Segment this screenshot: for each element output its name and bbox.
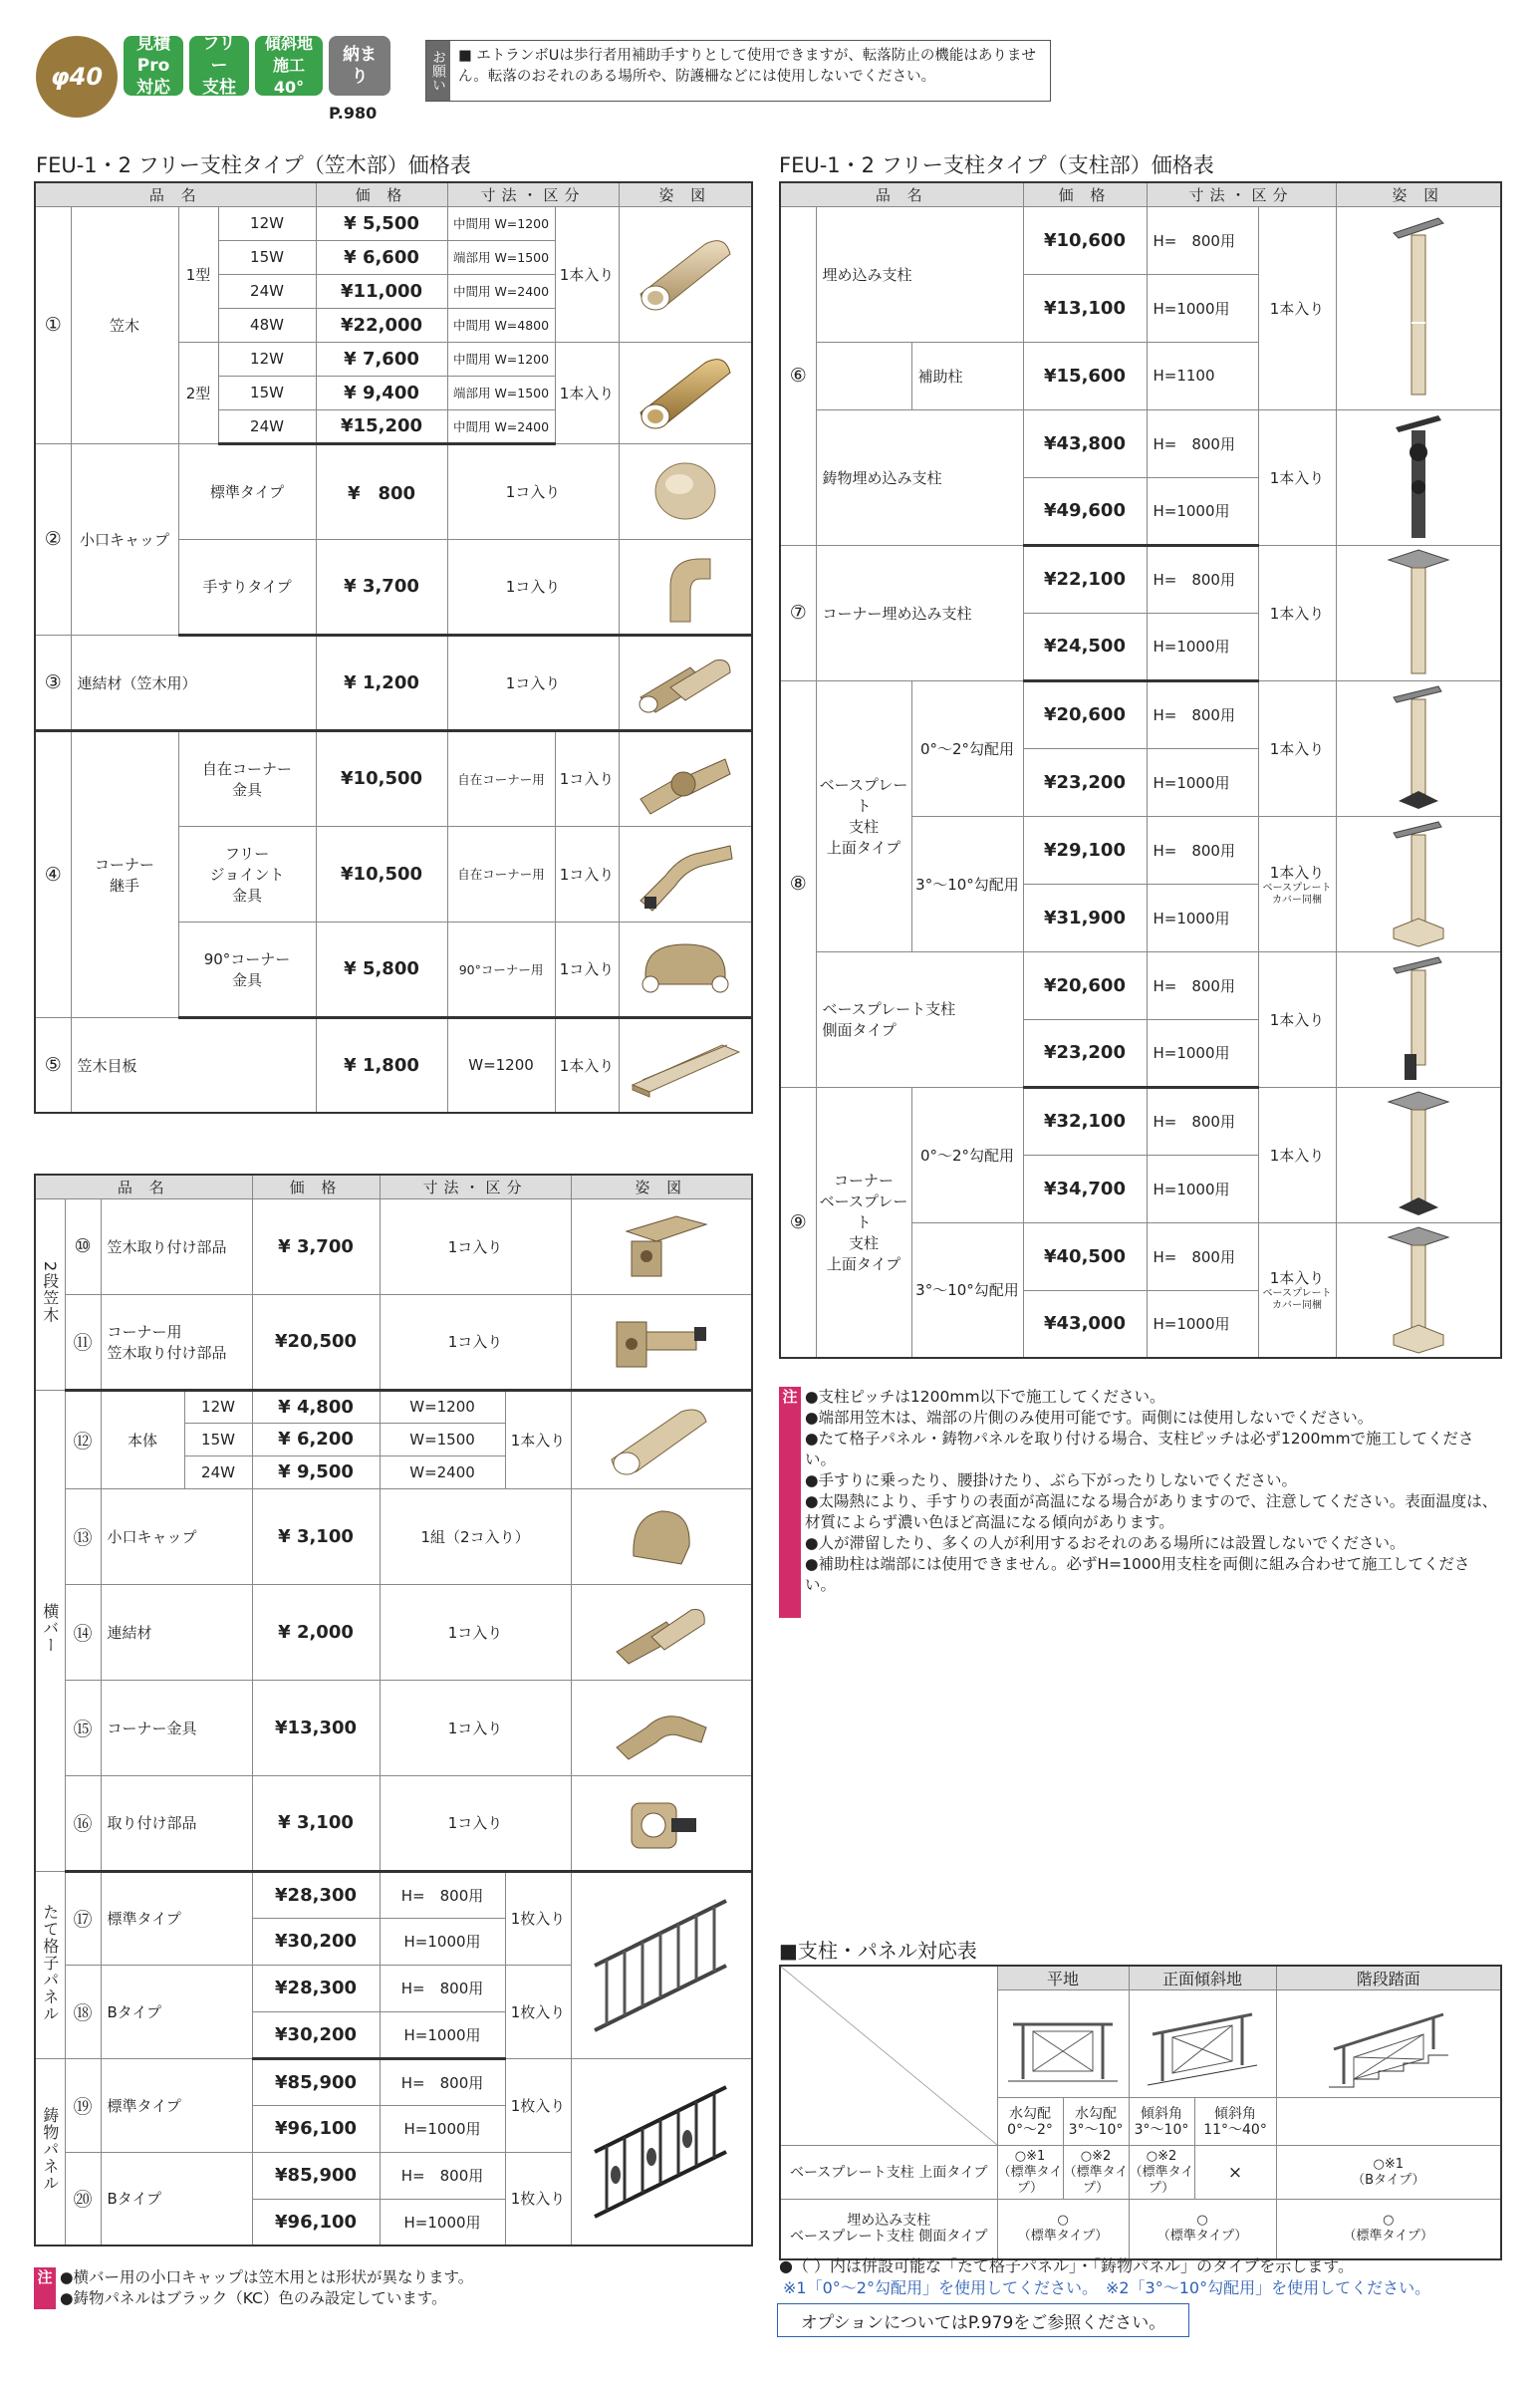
compat-cell: × [1194, 2146, 1276, 2200]
price-cell: ¥40,500 [1023, 1222, 1147, 1290]
item-name: 笠木 [71, 206, 178, 443]
item-no: ⑯ [65, 1775, 101, 1871]
qty-cell: 1コ入り [447, 539, 619, 635]
spec-cell: W=2400 [380, 1455, 505, 1488]
qty-cell: 1本入り [505, 1390, 571, 1488]
size-cell: 48W [218, 308, 316, 342]
variant-label: 標準タイプ [178, 443, 316, 539]
bar-corner-image [571, 1680, 752, 1775]
spec-cell: 中間用 W=1200 [447, 206, 555, 240]
baseplate-side-post-image [1336, 951, 1501, 1087]
group-label [35, 1871, 65, 2058]
item-no: ⑬ [65, 1488, 101, 1584]
baseplate-top-post-image [1336, 680, 1501, 816]
corner-embed-post-image [1336, 545, 1501, 680]
baseplate-top-cover-image [1336, 816, 1501, 951]
item-name: ベースプレート支柱 側面タイプ [816, 951, 1023, 1087]
spec-cell: H= 800用 [1147, 206, 1258, 274]
slope-label: 0°～2°勾配用 [911, 680, 1023, 816]
group-label [35, 1198, 65, 1390]
price-cell: ¥13,100 [1023, 274, 1147, 342]
sub-header: 傾斜角 11°～40° [1194, 2098, 1276, 2146]
item-no: ⑧ [780, 680, 816, 1087]
price-cell: ¥43,000 [1023, 1290, 1147, 1358]
qty-cell [1258, 816, 1336, 951]
item-name: 補助柱 [911, 342, 1023, 409]
group-label-text: 横バー [40, 1603, 60, 1654]
size-cell: 15W [218, 376, 316, 409]
item-no: ⑩ [65, 1198, 101, 1294]
flat-diagram [997, 1990, 1129, 2098]
note-line: ●人が滞留したり、多くの人が利用するおそれのある場所には設置しないでください。 [805, 1534, 1406, 1552]
price-cell: ¥85,900 [252, 2152, 380, 2199]
notice-label: お願い [426, 41, 450, 101]
spec-cell: H=1000用 [1147, 477, 1258, 545]
compat-cell: ○※2 （標準タイプ） [1129, 2146, 1194, 2200]
footnote-2: ※1「0°～2°勾配用」を使用してください。 ※2「3°～10°勾配用」を使用してください。 [783, 2278, 1431, 2297]
price-cell: ¥ 5,800 [316, 922, 447, 1017]
spec-cell: H= 800用 [1147, 1087, 1258, 1155]
spec-cell: W=1200 [380, 1390, 505, 1423]
price-cell: ¥ 3,100 [252, 1488, 380, 1584]
price-cell: ¥49,600 [1023, 477, 1147, 545]
col-header: 価 格 [1023, 182, 1147, 206]
price-cell: ¥ 9,500 [252, 1455, 380, 1488]
col-header: 価 格 [252, 1175, 380, 1198]
slope-diagram [1129, 1990, 1276, 2098]
price-cell: ¥15,600 [1023, 342, 1147, 409]
page-ref[interactable]: P.980 [329, 104, 378, 123]
item-name: 埋め込み支柱 [816, 206, 1023, 342]
note-mark: 注 [34, 2267, 56, 2309]
item-no: ⑪ [65, 1294, 101, 1390]
spec-cell: H=1000用 [1147, 1155, 1258, 1222]
item-name: 標準タイプ [101, 1871, 252, 1965]
item-no: ⑰ [65, 1871, 101, 1965]
col-header: 価 格 [316, 182, 447, 206]
item-no: ⑳ [65, 2152, 101, 2246]
type-label: 2型 [178, 342, 218, 443]
spec-cell: H=1000用 [380, 2011, 505, 2058]
group-label [35, 2058, 65, 2246]
spec-cell: H=1000用 [1147, 613, 1258, 680]
col-header: 寸法・区分 [1147, 182, 1336, 206]
item-no: ③ [35, 635, 71, 730]
price-cell: ¥43,800 [1023, 409, 1147, 477]
slope-label: 3°～10°勾配用 [911, 816, 1023, 951]
slope-label: 3°～10°勾配用 [911, 1222, 1023, 1358]
kasagi-price-table [34, 181, 753, 1114]
footnote-1: ●（ ）内は併設可能な「たて格子パネル」・「鋳物パネル」のタイプを示します。 [779, 2256, 1354, 2275]
qty-cell: 1本入り [1258, 951, 1336, 1087]
item-no: ⑨ [780, 1087, 816, 1358]
price-cell: ¥ 1,200 [316, 635, 447, 730]
item-no: ④ [35, 730, 71, 1017]
spec-cell: H= 800用 [1147, 951, 1258, 1019]
compat-cell: ○ （標準タイプ） [1129, 2200, 1276, 2259]
price-cell: ¥ 5,500 [316, 206, 447, 240]
price-cell: ¥ 4,800 [252, 1390, 380, 1423]
spec-cell: 自在コーナー用 [447, 730, 555, 826]
col-header: 正面傾斜地 [1129, 1966, 1276, 1990]
item-no: ⑤ [35, 1017, 71, 1113]
slope-label: 0°～2°勾配用 [911, 1087, 1023, 1222]
qty-cell: 1枚入り [505, 1965, 571, 2058]
qty-cell: 1枚入り [505, 2152, 571, 2246]
col-header: 品 名 [35, 1175, 252, 1198]
price-cell: ¥34,700 [1023, 1155, 1147, 1222]
item-name: 笠木目板 [71, 1017, 316, 1113]
size-cell: 12W [184, 1390, 252, 1423]
price-cell: ¥31,900 [1023, 884, 1147, 951]
yokobar-image [571, 1390, 752, 1488]
item-name: コーナー用 笠木取り付け部品 [101, 1294, 252, 1390]
compat-title: ■支柱・パネル対応表 [779, 1939, 977, 1963]
price-cell: ¥10,600 [1023, 206, 1147, 274]
price-cell: ¥28,300 [252, 1871, 380, 1918]
notice-text: ■ エトランボUは歩行者用補助手すりとして使用できますが、転落防止の機能はありません。転落のおそれのある場所や、防護柵などには使用しないでください。 [458, 48, 1036, 85]
note-line: ●鋳物パネルはブラック（KC）色のみ設定しています。 [60, 2289, 447, 2307]
table1-title: FEU-1・2 フリー支柱タイプ（笠木部）価格表 [36, 153, 471, 177]
item-name: コーナー ベースプレート 支柱 上面タイプ [816, 1087, 911, 1358]
qty-cell: 1本入り [555, 1017, 619, 1113]
table3-title: FEU-1・2 フリー支柱タイプ（支柱部）価格表 [779, 153, 1214, 177]
spec-cell: H= 800用 [380, 1871, 505, 1918]
item-name: 小口キャップ [71, 443, 178, 635]
col-header: 品 名 [780, 182, 1023, 206]
item-no: ⑲ [65, 2058, 101, 2152]
spec-cell: H=1000用 [380, 1918, 505, 1965]
price-cell: ¥85,900 [252, 2058, 380, 2105]
spec-cell: H= 800用 [1147, 409, 1258, 477]
col-header: 姿 図 [619, 182, 752, 206]
item-name: 笠木取り付け部品 [101, 1198, 252, 1294]
spec-cell: W=1200 [447, 1017, 555, 1113]
variant-label: フリー ジョイント 金具 [178, 826, 316, 922]
spec-cell: 90°コーナー用 [447, 922, 555, 1017]
qty-cell: 1本入り [1258, 206, 1336, 409]
qty-cell: 1組（2コ入り） [380, 1488, 571, 1584]
price-cell: ¥ 1,800 [316, 1017, 447, 1113]
notes-bottom-left [34, 2267, 751, 2309]
sub-header: 水勾配 0°～2° [997, 2098, 1063, 2146]
tag-free-post [189, 36, 249, 96]
qty-cell: 1枚入り [505, 2058, 571, 2152]
cast-panel-image [571, 2058, 752, 2246]
bar-connector-image [571, 1584, 752, 1680]
price-cell: ¥24,500 [1023, 613, 1147, 680]
corner-baseplate-post-image [1336, 1087, 1501, 1222]
compat-table [779, 1965, 1502, 2260]
spec-cell: H= 800用 [1147, 545, 1258, 613]
price-cell: ¥ 7,600 [316, 342, 447, 376]
item-name: Bタイプ [101, 2152, 252, 2246]
item-no: ① [35, 206, 71, 443]
price-cell: ¥30,200 [252, 2011, 380, 2058]
group-label-text: 2段笠木 [40, 1260, 60, 1324]
qty-cell: 1コ入り [380, 1584, 571, 1680]
price-cell: ¥23,200 [1023, 1019, 1147, 1087]
note-line: ●横バー用の小口キャップは笠木用とは形状が異なります。 [60, 2268, 474, 2286]
spec-cell: H=1000用 [380, 2199, 505, 2246]
compat-cell: ○※1 （Bタイプ） [1276, 2146, 1501, 2200]
cover-note: ベースプレート カバー同梱 [1262, 1288, 1332, 1312]
sub-header: 水勾配 3°～10° [1063, 2098, 1129, 2146]
tag-label: 見積Pro 対応 [136, 34, 170, 98]
qty-cell: 1本入り [1258, 409, 1336, 545]
bar-panel-price-table [34, 1174, 753, 2247]
item-name: コーナー金具 [101, 1680, 252, 1775]
price-cell: ¥ 2,000 [252, 1584, 380, 1680]
spec-cell: H= 800用 [1147, 816, 1258, 884]
price-cell: ¥11,000 [316, 274, 447, 308]
price-cell: ¥ 3,700 [316, 539, 447, 635]
item-name: コーナー 継手 [71, 730, 178, 1017]
item-no: ⑮ [65, 1680, 101, 1775]
price-cell: ¥ 9,400 [316, 376, 447, 409]
cap-standard-image [619, 443, 752, 539]
price-cell: ¥30,200 [252, 1918, 380, 1965]
cap-handrail-image [619, 539, 752, 635]
qty-cell: 1コ入り [555, 826, 619, 922]
row-label: 埋め込み支柱 ベースプレート支柱 側面タイプ [780, 2200, 997, 2259]
price-cell: ¥96,100 [252, 2105, 380, 2152]
size-cell: 24W [184, 1455, 252, 1488]
price-cell: ¥96,100 [252, 2199, 380, 2246]
variant-label: 90°コーナー 金具 [178, 922, 316, 1017]
spec-cell: H=1000用 [380, 2105, 505, 2152]
size-cell: 24W [218, 274, 316, 308]
col-header: 寸法・区分 [380, 1175, 571, 1198]
spec-cell: 中間用 W=2400 [447, 274, 555, 308]
qty-cell: 1コ入り [380, 1294, 571, 1390]
col-header: 階段踏面 [1276, 1966, 1501, 1990]
qty-cell: 1本入り [555, 206, 619, 342]
price-cell: ¥22,000 [316, 308, 447, 342]
spec-cell: 端部用 W=1500 [447, 240, 555, 274]
kasagi-1-image [619, 206, 752, 342]
price-cell: ¥20,600 [1023, 951, 1147, 1019]
item-no: ⑱ [65, 1965, 101, 2058]
price-cell: ¥20,500 [252, 1294, 380, 1390]
price-cell: ¥ 6,600 [316, 240, 447, 274]
stair-diagram [1276, 1990, 1501, 2098]
price-cell: ¥10,500 [316, 826, 447, 922]
mezuita-image [619, 1017, 752, 1113]
free-corner-image [619, 730, 752, 826]
variant-label: 自在コーナー 金具 [178, 730, 316, 826]
col-header: 品 名 [35, 182, 316, 206]
connector-image [619, 635, 752, 730]
item-name: 小口キャップ [101, 1488, 252, 1584]
spec-cell: 中間用 W=1200 [447, 342, 555, 376]
price-cell: ¥22,100 [1023, 545, 1147, 613]
kasagi-2-image [619, 342, 752, 443]
qty-cell: 1本入り [555, 342, 619, 443]
spec-cell: W=1500 [380, 1423, 505, 1455]
note-line: ●太陽熱により、手すりの表面が高温になる場合がありますので、注意してください。表面温度は、材質によらず濃い色ほど高温になる傾向があります。 [805, 1492, 1498, 1531]
spec-cell: H=1000用 [1147, 1290, 1258, 1358]
spec-cell: H= 800用 [380, 1965, 505, 2011]
embed-post-image [1336, 206, 1501, 409]
compat-cell: ○※1 （標準タイプ） [997, 2146, 1063, 2200]
price-cell: ¥10,500 [316, 730, 447, 826]
col-header: 姿 図 [1336, 182, 1501, 206]
col-header: 寸法・区分 [447, 182, 619, 206]
spec-cell: H= 800用 [1147, 1222, 1258, 1290]
qty-cell: 1枚入り [505, 1871, 571, 1965]
compat-cell: ○ （標準タイプ） [997, 2200, 1129, 2259]
compat-cell: ○ （標準タイプ） [1276, 2200, 1501, 2259]
size-cell: 12W [218, 342, 316, 376]
price-cell: ¥ 6,200 [252, 1423, 380, 1455]
col-header: 平地 [997, 1966, 1129, 1990]
item-name: 取り付け部品 [101, 1775, 252, 1871]
item-name: コーナー埋め込み支柱 [816, 545, 1023, 680]
option-ref[interactable]: オプションについてはP.979をご参照ください。 [777, 2303, 1189, 2337]
item-name: 連結材（笠木用） [71, 635, 316, 730]
qty-text: 1本入り [1269, 863, 1325, 882]
sub-header: 傾斜角 3°～10° [1129, 2098, 1194, 2146]
price-cell: ¥ 3,700 [252, 1198, 380, 1294]
qty-cell [1258, 1222, 1336, 1358]
qty-cell: 1コ入り [380, 1198, 571, 1294]
cast-embed-post-image [1336, 409, 1501, 545]
note-line: ●たて格子パネル・鋳物パネルを取り付ける場合、支柱ピッチは必ず1200mmで施工してください。 [805, 1430, 1474, 1468]
lattice-panel-image [571, 1871, 752, 2058]
item-name: 連結材 [101, 1584, 252, 1680]
corner-baseplate-cover-image [1336, 1222, 1501, 1358]
price-cell: ¥ 3,100 [252, 1775, 380, 1871]
spec-cell: 中間用 W=2400 [447, 409, 555, 443]
notes-right [779, 1387, 1500, 1618]
spec-cell: H= 800用 [380, 2152, 505, 2199]
qty-cell: 1コ入り [447, 443, 619, 539]
spec-cell: H=1100 [1147, 342, 1258, 409]
price-cell: ¥15,200 [316, 409, 447, 443]
note-line: ●補助柱は端部には使用できません。必ずH=1000用支柱を両側に組み合わせて施工してください。 [805, 1555, 1470, 1594]
tag-osamari[interactable] [329, 36, 390, 96]
qty-cell: 1コ入り [555, 922, 619, 1017]
qty-cell: 1本入り [1258, 680, 1336, 816]
spec-cell: 中間用 W=4800 [447, 308, 555, 342]
spec-cell: 自在コーナー用 [447, 826, 555, 922]
post-price-table [779, 181, 1502, 1359]
spec-cell: H=1000用 [1147, 1019, 1258, 1087]
price-cell: ¥32,100 [1023, 1087, 1147, 1155]
size-cell: 12W [218, 206, 316, 240]
col-header: 姿 図 [571, 1175, 752, 1198]
compat-cell: ○※2 （標準タイプ） [1063, 2146, 1129, 2200]
corner-kasagi-mount-image [571, 1294, 752, 1390]
price-cell: ¥13,300 [252, 1680, 380, 1775]
spec-cell: H= 800用 [380, 2058, 505, 2105]
note-mark: 注 [779, 1387, 801, 1618]
group-label-text: 鋳物パネル [40, 2107, 60, 2193]
bar-mount-image [571, 1775, 752, 1871]
variant-label: 手すりタイプ [178, 539, 316, 635]
diagonal-cell [780, 1966, 997, 2146]
item-name: 標準タイプ [101, 2058, 252, 2152]
tag-label: 納まり [343, 45, 377, 87]
price-cell: ¥29,100 [1023, 816, 1147, 884]
qty-cell: 1コ入り [447, 635, 619, 730]
note-line: ●手すりに乗ったり、腰掛けたり、ぶら下がったりしないでください。 [805, 1471, 1298, 1489]
size-cell: 15W [218, 240, 316, 274]
item-no: ⑦ [780, 545, 816, 680]
qty-cell: 1コ入り [555, 730, 619, 826]
qty-text: 1本入り [1269, 1269, 1325, 1288]
note-line: ●端部用笠木は、端部の片側のみ使用可能です。両側には使用しないでください。 [805, 1409, 1374, 1427]
size-cell: 15W [184, 1423, 252, 1455]
spec-cell: H=1000用 [1147, 748, 1258, 816]
item-no: ⑥ [780, 206, 816, 545]
spec-cell: H=1000用 [1147, 274, 1258, 342]
tag-label: フリー 支柱 [202, 34, 236, 98]
qty-cell: 1本入り [1258, 1087, 1336, 1222]
item-no: ⑭ [65, 1584, 101, 1680]
kasagi-mount-image [571, 1198, 752, 1294]
note-line: ●支柱ピッチは1200mm以下で施工してください。 [805, 1388, 1165, 1406]
tag-mitsumori [124, 36, 183, 96]
price-cell: ¥23,200 [1023, 748, 1147, 816]
free-joint-image [619, 826, 752, 922]
bar-cap-image [571, 1488, 752, 1584]
header-badges [36, 36, 390, 108]
price-cell: ¥ 800 [316, 443, 447, 539]
group-label-text: たて格子パネル [40, 1903, 60, 2022]
spec-cell: H=1000用 [1147, 884, 1258, 951]
notice-box [425, 40, 1051, 102]
tag-slope [255, 36, 323, 96]
price-cell: ¥20,600 [1023, 680, 1147, 748]
item-no: ② [35, 443, 71, 635]
item-name: 鋳物埋め込み支柱 [816, 409, 1023, 545]
item-name: 本体 [101, 1390, 184, 1488]
item-name: Bタイプ [101, 1965, 252, 2058]
type-label: 1型 [178, 206, 218, 342]
group-label [35, 1390, 65, 1871]
size-cell: 24W [218, 409, 316, 443]
item-no: ⑫ [65, 1390, 101, 1488]
price-cell: ¥28,300 [252, 1965, 380, 2011]
tag-label: 傾斜地 施工40° [264, 34, 313, 97]
spec-cell: H= 800用 [1147, 680, 1258, 748]
cover-note: ベースプレート カバー同梱 [1262, 882, 1332, 906]
diameter-badge: φ40 [36, 36, 118, 118]
row-label: ベースプレート支柱 上面タイプ [780, 2146, 997, 2200]
qty-cell: 1コ入り [380, 1775, 571, 1871]
corner90-image [619, 922, 752, 1017]
qty-cell: 1本入り [1258, 545, 1336, 680]
item-name: ベースプレート 支柱 上面タイプ [816, 680, 911, 951]
spec-cell: 端部用 W=1500 [447, 376, 555, 409]
qty-cell: 1コ入り [380, 1680, 571, 1775]
